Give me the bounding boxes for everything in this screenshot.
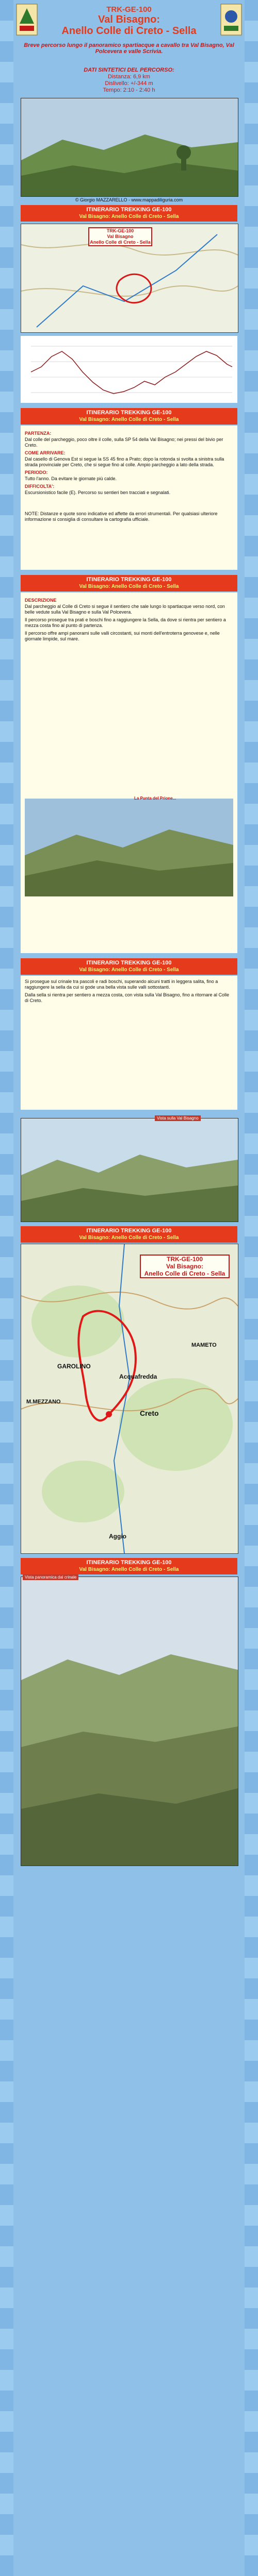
summary-elevation: Dislivello: +/-344 m bbox=[105, 80, 153, 87]
map-place-6: MAMETO bbox=[191, 1342, 217, 1348]
notes-text: NOTE: Distanze e quote sono indicative ed affette da errori strumentali. Per qualsiasi ulteriore informazione si consiglia di consultare la cartografia ufficiale. bbox=[25, 511, 218, 522]
summary-heading: DATI SINTETICI DEL PERCORSO: bbox=[84, 67, 174, 73]
banner-4-subtitle: Val Bisagno: Anello Colle di Creto - Sella bbox=[79, 967, 179, 973]
difficolta-text: Escursionistico facile (E). Percorso su sentieri ben tracciati e segnalati. bbox=[25, 490, 171, 495]
header bbox=[13, 3, 245, 39]
final-photo-caption: Vista panoramica dal crinale bbox=[23, 1574, 78, 1580]
overview-map bbox=[21, 224, 238, 333]
banner-3-title: ITINERARIO TREKKING GE-100 bbox=[86, 577, 172, 583]
description-p2: Il percorso prosegue tra prati e boschi fino a raggiungere la Sella, da dove si rientra per sentiero a mezza costa fino al punto di partenza. bbox=[25, 617, 226, 628]
banner-2-subtitle: Val Bisagno: Anello Colle di Creto - Sella bbox=[79, 417, 179, 422]
description-p1: Dal parcheggio al Colle di Creto si segue il sentiero che sale lungo lo spartiacque verso nord, con belle vedute sulla Val Bisagno e sulla Val Polcevera. bbox=[25, 604, 225, 615]
section-banner-2 bbox=[21, 408, 237, 425]
title-line-2: Anello Colle di Creto - Sella bbox=[61, 25, 197, 37]
description2-p1: Si prosegue sul crinale tra pascoli e radi boschi, superando alcuni tratti in leggera salita, fino a raggiungere la sella da cui si gode una bella vista sulle valli sottostanti. bbox=[25, 979, 218, 990]
left-decoration bbox=[0, 0, 13, 2576]
banner-3-subtitle: Val Bisagno: Anello Colle di Creto - Sella bbox=[79, 584, 179, 589]
summary-distance: Distanza: 6,9 km bbox=[108, 74, 150, 80]
section-banner-3 bbox=[21, 575, 237, 591]
come-arrivare-text: Dal casello di Genova Est si segue la SS 45 fino a Prato; dopo la rotonda si svolta a sinistra sulla strada provinciale per Creto, che si segue fino al colle. Ampio parcheggio a lato della strada. bbox=[25, 456, 224, 467]
overview-map-label bbox=[88, 227, 152, 246]
partenza-text: Dal colle del parcheggio, poco oltre il colle, sulla SP 54 della Val Bisagno; nei pressi del bivio per Creto. bbox=[25, 437, 223, 448]
map-place-2: Acquafredda bbox=[119, 1373, 157, 1380]
section-banner-6 bbox=[21, 1558, 237, 1574]
hero-text: Breve percorso lungo il panoramico spartiacque a cavallo tra Val Bisagno, Val Polcevera e valle Scrivia. bbox=[24, 42, 234, 55]
overview-map-line-1: Val Bisagno bbox=[107, 234, 134, 239]
info-panel bbox=[21, 426, 237, 570]
right-decoration bbox=[245, 0, 258, 2576]
section-banner-5 bbox=[21, 1226, 237, 1243]
description-panel bbox=[21, 592, 237, 953]
banner-6-title: ITINERARIO TREKKING GE-100 bbox=[86, 1560, 172, 1566]
itinerary-code: TRK-GE-100 bbox=[106, 5, 152, 14]
periodo-heading: PERIODO: bbox=[25, 470, 48, 475]
description-panel-2 bbox=[21, 976, 237, 1110]
elevation-profile-chart bbox=[21, 336, 237, 403]
detailed-map-label bbox=[140, 1255, 230, 1278]
banner-2-title: ITINERARIO TREKKING GE-100 bbox=[86, 410, 172, 416]
map-place-4: Aggio bbox=[109, 1533, 126, 1540]
come-arrivare-heading: COME ARRIVARE: bbox=[25, 450, 66, 455]
section-banner-1 bbox=[21, 205, 237, 222]
banner-6-subtitle: Val Bisagno: Anello Colle di Creto - Sella bbox=[79, 1567, 179, 1572]
banner-5-subtitle: Val Bisagno: Anello Colle di Creto - Sella bbox=[79, 1235, 179, 1241]
left-logo-icon bbox=[15, 3, 38, 36]
map-place-1: GAROLINO bbox=[57, 1363, 91, 1370]
hero-photo bbox=[21, 98, 238, 197]
banner-4-title: ITINERARIO TREKKING GE-100 bbox=[86, 960, 172, 966]
valley-photo bbox=[21, 1118, 238, 1222]
detailed-map bbox=[21, 1244, 238, 1554]
description-p3: Il percorso offre ampi panorami sulle valli circostanti, sui monti dell'entroterra genovese e, nelle giornate limpide, sul mare. bbox=[25, 631, 220, 641]
banner-5-title: ITINERARIO TREKKING GE-100 bbox=[86, 1228, 172, 1234]
periodo-text: Tutto l'anno. Da evitare le giornate più calde. bbox=[25, 476, 117, 481]
banner-1-title: ITINERARIO TREKKING GE-100 bbox=[86, 207, 172, 213]
map-place-3: Creto bbox=[140, 1409, 159, 1417]
description-photo bbox=[25, 799, 233, 896]
title-line-1: Val Bisagno: bbox=[98, 14, 160, 25]
photo-credit: © Giorgio MAZZARELLO - www.mappadiliguria.com bbox=[75, 197, 183, 202]
partenza-heading: PARTENZA: bbox=[25, 431, 52, 436]
description2-p2: Dalla sella si rientra per sentiero a mezza costa, con vista sulla Val Bisagno, fino a ritornare al Colle di Creto. bbox=[25, 992, 230, 1003]
summary-time: Tempo: 2:10 - 2:40 h bbox=[103, 87, 155, 93]
description-heading: DESCRIZIONE bbox=[25, 598, 57, 603]
detailed-map-line-1: Val Bisagno: bbox=[166, 1263, 204, 1270]
right-logo-icon bbox=[220, 3, 243, 36]
map-place-5: M.MEZZANO bbox=[26, 1399, 61, 1405]
detailed-map-code: TRK-GE-100 bbox=[166, 1256, 203, 1263]
difficolta-heading: DIFFICOLTA': bbox=[25, 484, 55, 489]
final-photo bbox=[21, 1577, 238, 1866]
valley-photo-caption: Vista sulla Val Bisagno bbox=[155, 1115, 201, 1121]
overview-map-line-2: Anello Colle di Creto - Sella bbox=[90, 240, 151, 245]
overview-map-code: TRK-GE-100 bbox=[106, 228, 134, 233]
description-photo-caption: La Punta del Prione... bbox=[134, 796, 176, 801]
hero-description bbox=[21, 42, 237, 55]
detailed-map-line-2: Anello Colle di Creto - Sella bbox=[144, 1270, 225, 1277]
elevation-profile bbox=[21, 336, 237, 403]
section-banner-4 bbox=[21, 958, 237, 975]
banner-1-subtitle: Val Bisagno: Anello Colle di Creto - Sella bbox=[79, 214, 179, 219]
summary-data bbox=[31, 67, 227, 94]
